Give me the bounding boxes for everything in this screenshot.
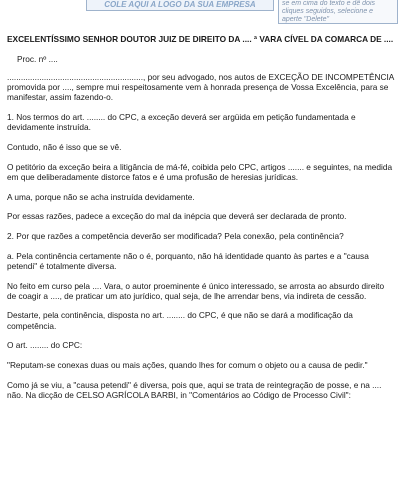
paragraph: 2. Por que razões a competência deverão ser modificada? Pela conexão, pela continência? (7, 230, 344, 241)
logo-placeholder: COLE AQUI A LOGO DA SUA EMPRESA (86, 0, 274, 11)
paragraph: a. Pela continência certamente não o é, porquanto, não há identidade quanto às partes e a "causa petendi" é totalmente diversa. (7, 250, 369, 271)
paragraph: O art. ........ do CPC: (7, 340, 83, 351)
quotation: "Reputam-se conexas duas ou mais ações, quando lhes for comum o objeto ou a causa de pedir." (7, 360, 368, 371)
document-body (7, 34, 395, 410)
process-number: Proc. nº .... (17, 53, 58, 64)
paragraph: Destarte, pela continência, disposta no art. ........ do CPC, é que não se dará a modificação da competência. (7, 310, 353, 331)
paragraph: Contudo, não é isso que se vê. (7, 141, 122, 152)
instruction-note: se em cima do texto e dê dois cliques seguidos, selecione e aperte "Delete" (278, 0, 398, 24)
paragraph: Por essas razões, padece a exceção do mal da inépcia que deverá ser declarada de pronto. (7, 211, 347, 222)
paragraph: ..........................................................., por seu advogado, nos autos de EXCEÇÃO DE INCOMPETÊNCIA promovida por ...., sempre mui respeitosamente vem à honrada presença de Vossa Excelência, para se manifestar, assim fazendo-o. (7, 71, 394, 103)
paragraph: 1. Nos termos do art. ........ do CPC, a exceção deverá ser argüida em petição fundamentada e devidamente instruída. (7, 112, 356, 133)
paragraph: No feito em curso pela .... Vara, o autor proeminente é único interessado, se arrosta ao absurdo direito de coagir a ...., de praticar um ato jurídico, qual seja, de lhe arrendar bens, via indireta de cessão. (7, 280, 385, 301)
document-title: EXCELENTÍSSIMO SENHOR DOUTOR JUIZ DE DIREITO DA .... ª VARA CÍVEL DA COMARCA DE .... (7, 34, 394, 44)
paragraph: O petitório da exceção beira a litigância de má-fé, coibida pelo CPC, artigos ....... e seguintes, na medida em que deliberadamente distorce fatos e é uma profusão de heresias jurídicas. (7, 161, 393, 182)
paragraph: Como já se viu, a "causa petendi" é diversa, pois que, aqui se trata de reintegração de posse, e na .... não. Na dicção de CELSO AGRÍCOLA BARBI, in "Comentários ao Código de Processo Civil": (7, 379, 382, 400)
paragraph: A uma, porque não se acha instruída devidamente. (7, 191, 195, 202)
